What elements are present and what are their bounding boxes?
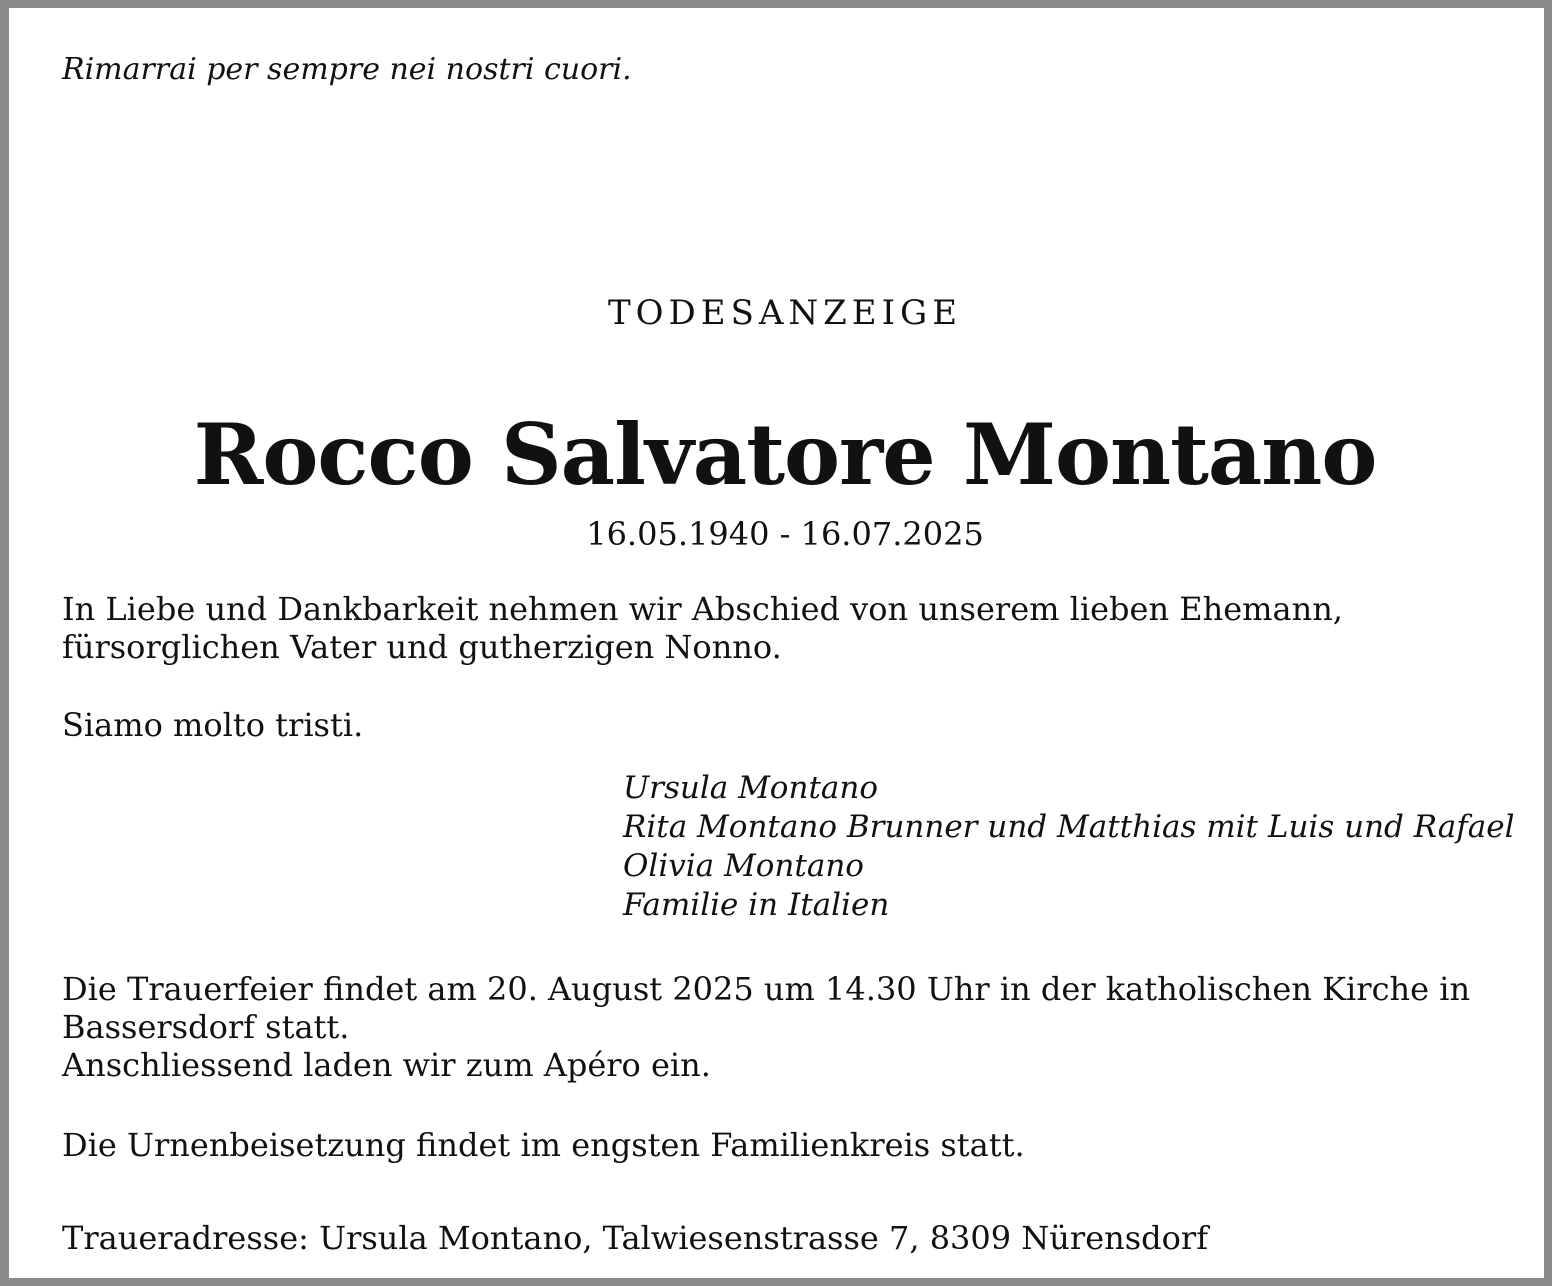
mourner-name: Rita Montano Brunner und Matthias mit Luis und Rafael [623,809,1515,845]
mourning-address: Traueradresse: Ursula Montano, Talwiesenstrasse 7, 8309 Nürensdorf [62,1219,1209,1257]
ceremony-line: Die Trauerfeier findet am 20. August 2025 um 14.30 Uhr in der katholischen Kirche in [62,970,1471,1008]
intro-line: fürsorglichen Vater und gutherzigen Nonno. [62,628,782,666]
intro-line: In Liebe und Dankbarkeit nehmen wir Abschied von unserem lieben Ehemann, [62,590,1343,628]
ceremony-line: Bassersdorf statt. [62,1008,350,1046]
life-dates: 16.05.1940 - 16.07.2025 [586,515,984,553]
mourners-list [623,769,1514,925]
notice-heading: TODESANZEIGE [607,293,963,333]
ceremony-line: Anschliessend laden wir zum Apéro ein. [62,1046,711,1084]
ceremony-paragraph [62,970,1470,1084]
mourner-name: Ursula Montano [623,770,879,806]
sad-line: Siamo molto tristi. [62,706,364,744]
deceased-name: Rocco Salvatore Montano [193,405,1377,504]
mourner-name: Olivia Montano [623,848,864,884]
mourner-name: Familie in Italien [623,887,890,923]
urn-paragraph: Die Urnenbeisetzung findet im engsten Familienkreis statt. [62,1126,1025,1164]
intro-paragraph [62,590,1343,666]
motto: Rimarrai per sempre nei nostri cuori. [62,52,632,87]
